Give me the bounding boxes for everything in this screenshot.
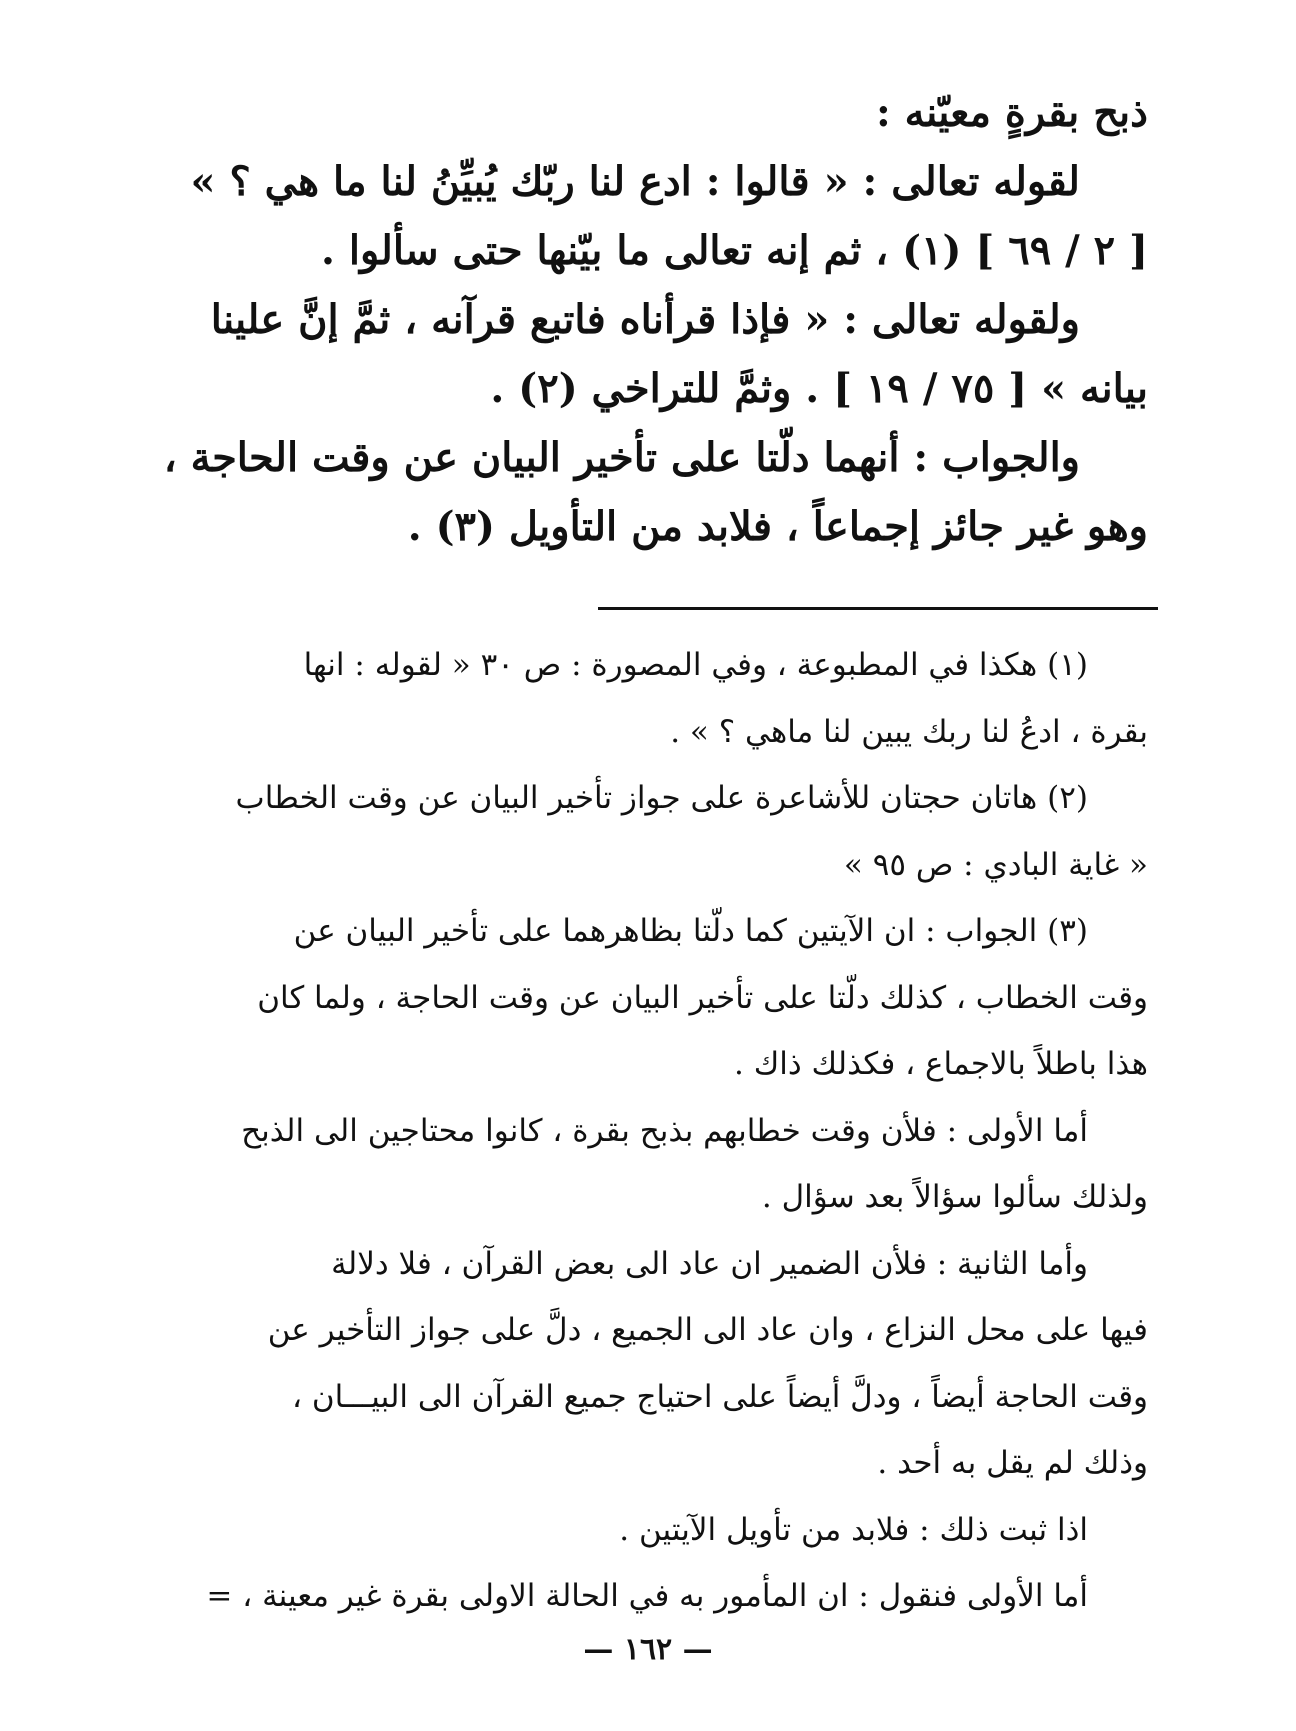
- footnote-line-15: أما الأولى فنقول : ان المأمور به في الحالة الاولى بقرة غير معينة ، =: [206, 1578, 1088, 1614]
- main-line-6: وهو غير جائز إجماعاً ، فلابد من التأويل (٣) .: [407, 503, 1148, 550]
- main-line-2: [ ٢ / ٦٩ ] (١) ، ثم إنه تعالى ما بيّنها حتى سألوا .: [321, 227, 1148, 274]
- footnote-line-14: اذا ثبت ذلك : فلابد من تأويل الآيتين .: [619, 1511, 1088, 1548]
- main-line-3: ولقوله تعالى : « فإذا قرأناه فاتبع قرآنه ، ثمَّ إنَّ علينا: [210, 296, 1080, 343]
- footnote-line-1: (١) هكذا في المطبوعة ، وفي المصورة : ص ٣٠ « لقوله : انها: [303, 647, 1088, 683]
- footnote-line-6: وقت الخطاب ، كذلك دلّتا على تأخير البيان عن وقت الحاجة ، ولما كان: [257, 979, 1148, 1016]
- page-number: — ١٦٢ —: [583, 1632, 713, 1667]
- footnote-line-7: هذا باطلاً بالاجماع ، فكذلك ذاك .: [734, 1046, 1148, 1082]
- main-line-4: بيانه » [ ٧٥ / ١٩ ] . وثمَّ للتراخي (٢) .: [490, 365, 1148, 412]
- footnote-line-11: فيها على محل النزاع ، وان عاد الى الجميع ، دلَّ على جواز التأخير عن: [267, 1312, 1148, 1348]
- footnote-line-12: وقت الحاجة أيضاً ، ودلَّ أيضاً على احتياج جميع القرآن الى البيـــان ،: [291, 1378, 1148, 1415]
- footnote-line-13: وذلك لم يقل به أحد .: [877, 1445, 1148, 1481]
- footnote-line-3: (٢) هاتان حجتان للأشاعرة على جواز تأخير البيان عن وقت الخطاب: [235, 780, 1088, 816]
- footnote-line-5: (٣) الجواب : ان الآيتين كما دلّتا بظاهرهما على تأخير البيان عن: [293, 913, 1088, 949]
- footnote-line-8: أما الأولى : فلأن وقت خطابهم بذبح بقرة ، كانوا محتاجين الى الذبح: [241, 1112, 1088, 1149]
- main-text-block: [138, 78, 1148, 561]
- footnote-divider: [598, 607, 1158, 610]
- footnotes-block: [138, 632, 1148, 1630]
- footnote-line-4: « غاية البادي : ص ٩٥ »: [843, 846, 1148, 883]
- footnote-line-10: وأما الثانية : فلأن الضمير ان عاد الى بعض القرآن ، فلا دلالة: [331, 1245, 1088, 1282]
- footnote-line-9: ولذلك سألوا سؤالاً بعد سؤال .: [761, 1179, 1148, 1215]
- main-line-5: والجواب : أنهما دلّتا على تأخير البيان عن وقت الحاجة ،: [163, 434, 1080, 481]
- section-heading: ذبح بقرةٍ معيّنه :: [875, 89, 1148, 136]
- main-line-1: لقوله تعالى : « قالوا : ادع لنا ربّك يُبيِّنُ لنا ما هي ؟ »: [190, 158, 1080, 205]
- footnote-line-2: بقرة ، ادعُ لنا ربك يبين لنا ماهي ؟ » .: [670, 713, 1148, 750]
